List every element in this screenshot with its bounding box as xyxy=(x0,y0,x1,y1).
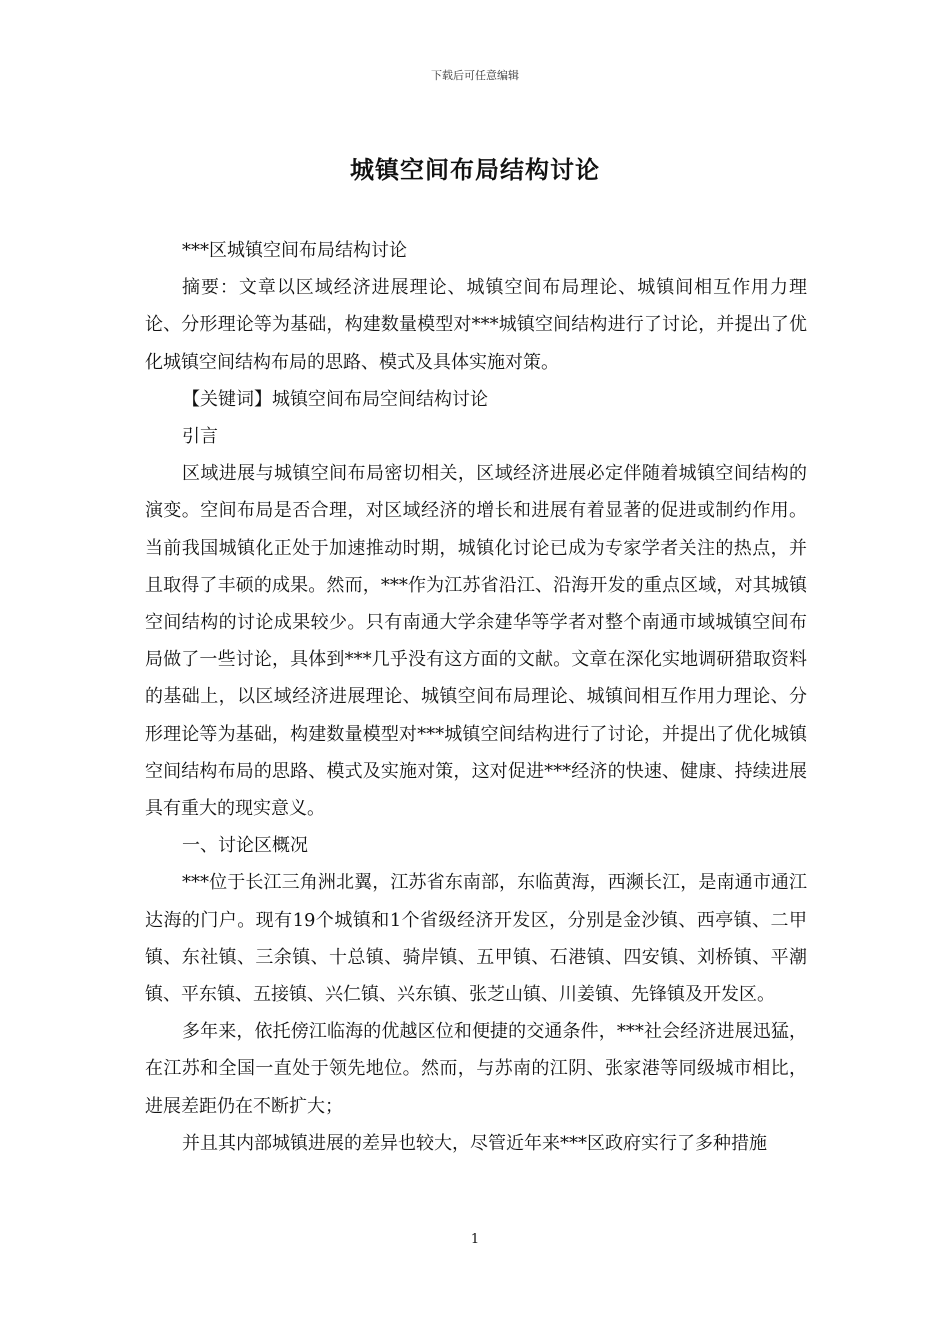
page-number: 1 xyxy=(470,1232,480,1247)
section-heading-intro: 引言 xyxy=(182,426,218,448)
intro-paragraph: 区域进展与城镇空间布局密切相关，区域经济进展必定伴随着城镇空间结构的演变。空间布局是否合理，对区域经济的增长和进展有着显著的促进或制约作用。当前我国城镇化正处于加速推动时期，城镇化讨论已成为专家学者关注的热点，并且取得了丰硕的成果。然而，***作为江苏省沿江、沿海开发的重点区域，对其城镇空间结构的讨论成果较少。只有南通大学余建华等学者对整个南通市域城镇空间布局做了一些讨论，具体到***几乎没有这方面的文献。文章在深化实地调研猎取资料的基础上，以区域经济进展理论、城镇空间布局理论、城镇间相互作用力理论、分形理论等为基础，构建数量模型对***城镇空间结构进行了讨论，并提出了优化城镇空间结构布局的思路、模式及实施对策，这对促进***经济的快速、健康、持续进展具有重大的现实意义。 xyxy=(145,463,807,820)
continuation-paragraph: 并且其内部城镇进展的差异也较大，尽管近年来***区政府实行了多种措施 xyxy=(182,1132,767,1154)
keywords-paragraph: 【关键词】城镇空间布局空间结构讨论 xyxy=(182,388,488,410)
overview-paragraph: ***位于长江三角洲北翼，江苏省东南部，东临黄海，西濒长江，是南通市通江达海的门户。现有19个城镇和1个省级经济开发区，分别是金沙镇、西亭镇、二甲镇、东社镇、三余镇、十总镇、骑岸镇、五甲镇、石港镇、四安镇、刘桥镇、平潮镇、平东镇、五接镇、兴仁镇、兴东镇、张芝山镇、川姜镇、先锋镇及开发区。 xyxy=(145,872,807,1006)
development-paragraph: 多年来，依托傍江临海的优越区位和便捷的交通条件，***社会经济进展迅猛，在江苏和全国一直处于领先地位。然而，与苏南的江阴、张家港等同级城市相比，进展差距仍在不断扩大； xyxy=(145,1021,807,1117)
document-body xyxy=(145,232,807,1162)
section-heading-overview: 一、讨论区概况 xyxy=(182,835,308,857)
page-header: 下载后可任意编辑 xyxy=(431,69,519,82)
subtitle-paragraph: ***区城镇空间布局结构讨论 xyxy=(182,240,407,261)
abstract-paragraph: 摘要：文章以区域经济进展理论、城镇空间布局理论、城镇间相互作用力理论、分形理论等为基础，构建数量模型对***城镇空间结构进行了讨论，并提出了优化城镇空间结构布局的思路、模式及具体实施对策。 xyxy=(145,277,807,373)
document-title: 城镇空间布局结构讨论 xyxy=(350,156,600,184)
